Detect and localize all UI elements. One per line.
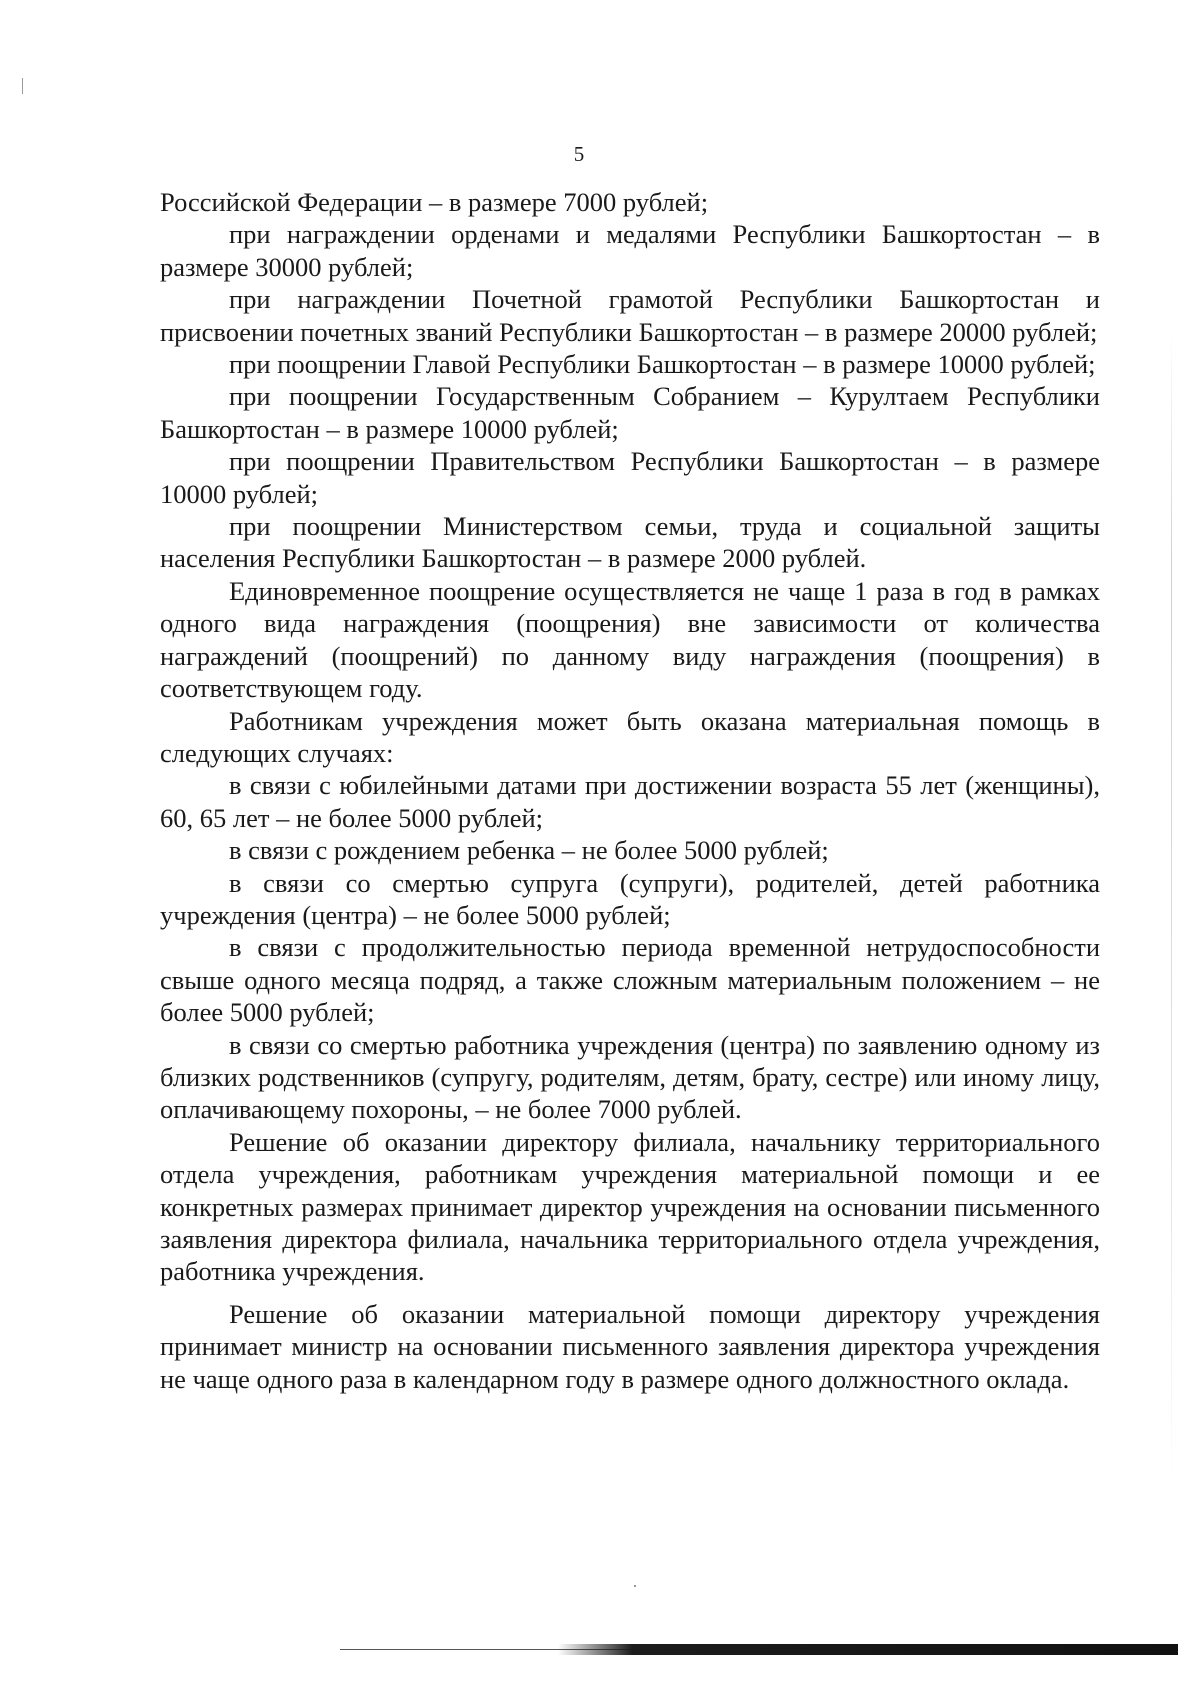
paragraph-aid-childbirth: в связи с рождением ребенка – не более 5000 рублей; <box>229 835 829 866</box>
paragraph-continuation: Российской Федерации – в размере 7000 рублей; <box>160 187 709 217</box>
document-body <box>160 186 1100 1395</box>
paragraph-award-honorary-diploma: при награждении Почетной грамотой Республики Башкортостан и присвоении почетных званий Республики Башкортостан – в размере 20000 рублей; <box>160 284 1100 347</box>
paragraph-award-head-of-republic: при поощрении Главой Республики Башкортостан – в размере 10000 рублей; <box>229 349 1096 380</box>
scan-speck <box>634 1585 636 1587</box>
scan-artifact-mark <box>22 78 23 94</box>
page-number: 5 <box>573 142 585 166</box>
paragraph-aid-disability: в связи с продолжительностью периода временной нетрудоспособности свыше одного месяца подряд, а также сложным материальным положением – не более 5000 рублей; <box>160 932 1100 1028</box>
paragraph-aid-decision-minister: Решение об оказании материальной помощи директору учреждения принимает министр на основании письменного заявления директора учреждения не чаще одного раза в календарном году в размере одного должностного оклада. <box>160 1298 1100 1394</box>
paragraph-award-government: при поощрении Правительством Республики Башкортостан – в размере 10000 рублей; <box>160 446 1100 509</box>
paragraph-award-state-assembly: при поощрении Государственным Собранием – Курултаем Республики Башкортостан – в размере 10000 рублей; <box>160 381 1100 444</box>
paragraph-aid-anniversary: в связи с юбилейными датами при достижении возраста 55 лет (женщины), 60, 65 лет – не более 5000 рублей; <box>160 770 1100 833</box>
paragraph-aid-family-death: в связи со смертью супруга (супруги), родителей, детей работника учреждения (центра) – не более 5000 рублей; <box>160 867 1100 930</box>
paragraph-one-time-bonus: Единовременное поощрение осуществляется не чаще 1 раза в год в рамках одного вида награждения (поощрения) вне зависимости от количества награждений (поощрений) по данному виду награждения (поощрения) в соответствующем году. <box>160 575 1100 704</box>
paragraph-award-ministry: при поощрении Министерством семьи, труда и социальной защиты населения Республики Башкортостан – в размере 2000 рублей. <box>160 511 1100 574</box>
paragraph-aid-employee-death: в связи со смертью работника учреждения (центра) по заявлению одному из близких родственников (супругу, родителям, детям, брату, сестре) или иному лицу, оплачивающему похороны, – не более 7000 рублей. <box>160 1029 1100 1125</box>
paragraph-material-aid-intro: Работникам учреждения может быть оказана материальная помощь в следующих случаях: <box>160 705 1100 768</box>
paragraph-award-orders-medals: при награждении орденами и медалями Республики Башкортостан – в размере 30000 рублей; <box>160 219 1100 282</box>
paragraph-aid-decision-director: Решение об оказании директору филиала, начальнику территориального отдела учреждения, работникам учреждения материальной помощи и ее конкретных размерах принимает директор учреждения на основании письменного заявления директора филиала, начальника территориального отдела учреждения, работника учреждения. <box>160 1126 1100 1287</box>
scan-edge-shadow <box>1171 330 1172 1490</box>
scan-bottom-edge <box>340 1644 1178 1655</box>
